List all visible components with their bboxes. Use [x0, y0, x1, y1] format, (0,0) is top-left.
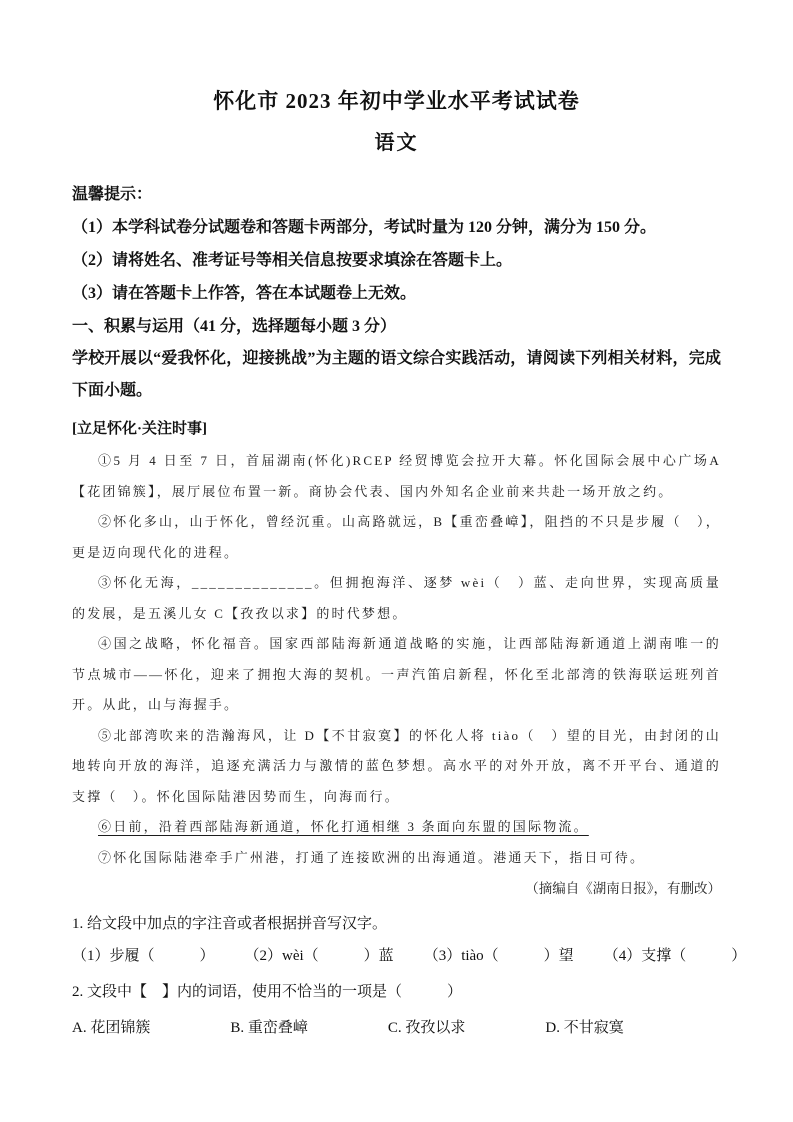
tip-item-1: （1）本学科试卷分试题卷和答题卡两部分，考试时量为 120 分钟，满分为 150 分。 [72, 219, 657, 236]
q2-option-c: C. 孜孜以求 [387, 1020, 466, 1036]
question-1-stem: 1. 给文段中加点的字注音或者根据拼音写汉字。 [72, 916, 388, 932]
material-paragraph-6: ⑥日前，沿着西部陆海新通道，怀化打通相继 3 条面向东盟的国际物流。 [98, 819, 589, 834]
tips-header: 温馨提示： [72, 186, 153, 203]
q1-blank-1: （1）步履（ ） [72, 948, 215, 964]
question-1-blanks-row [72, 940, 747, 972]
q2-option-b: B. 重峦叠嶂 [230, 1020, 308, 1036]
material-paragraph-1: ①5 月 4 日至 7 日，首届湖南(怀化)RCEP 经贸博览会拉开大幕。怀化国际会展中心广场A【花团锦簇】，展厅展位布置一新。商协会代表、国内外知名企业前来共赴一场开放之约。 [72, 453, 721, 499]
intro-text: 学校开展以“爱我怀化，迎接挑战”为主题的语文综合实践活动，请阅读下列相关材料，完成下面小题。 [72, 350, 721, 399]
question-2-stem: 2. 文段中【 】内的词语，使用不恰当的一项是（ ） [72, 984, 463, 1000]
q1-blank-3: （3）tiào（ ）望 [423, 948, 574, 964]
question-2-options-row [72, 1012, 721, 1044]
q2-option-d: D. 不甘寂寞 [545, 1020, 624, 1036]
section-heading: 一、积累与运用（41 分，选择题每小题 3 分） [72, 318, 397, 335]
q2-option-a: A. 花团锦簇 [72, 1020, 151, 1036]
material-paragraph-2: ②怀化多山，山于怀化，曾经沉重。山高路就远，B【重峦叠嶂】，阻挡的不只是步履（ ），更是迈向现代化的进程。 [72, 514, 721, 560]
q1-blank-4: （4）支撑（ ） [603, 948, 747, 964]
tip-item-3: （3）请在答题卡上作答，答在本试题卷上无效。 [72, 285, 417, 302]
doc-subject: 语文 [374, 132, 419, 154]
source-note: （摘编自《湖南日报》，有删改） [525, 881, 721, 896]
tip-item-2: （2）请将姓名、准考证号等相关信息按要求填涂在答题卡上。 [72, 252, 513, 269]
doc-title: 怀化市 2023 年初中学业水平考试试卷 [213, 89, 580, 113]
material-paragraph-3: ③怀化无海，______________。但拥抱海洋、逐梦 wèi（ ）蓝、走向世界，实现高质量的发展，是五溪儿女 C【孜孜以求】的时代梦想。 [72, 575, 721, 621]
material-paragraph-4: ④国之战略，怀化福音。国家西部陆海新通道战略的实施，让西部陆海新通道上湖南唯一的节点城市——怀化，迎来了拥抱大海的契机。一声汽笛启新程，怀化至北部湾的铁海联运班列首开。从此，山与海握手。 [72, 636, 721, 712]
material-paragraph-5: ⑤北部湾吹来的浩瀚海风，让 D【不甘寂寞】的怀化人将 tiào（ ）望的目光，由封闭的山地转向开放的海洋，追逐充满活力与激情的蓝色梦想。高水平的对外开放，离不开平台、通道的支撑（ ）。怀化国际陆港因势而生，向海而行。 [72, 727, 721, 804]
q1-blank-2: （2）wèi（ ）蓝 [244, 948, 394, 964]
material-paragraph-7: ⑦怀化国际陆港牵手广州港，打通了连接欧洲的出海通道。港通天下，指日可待。 [98, 849, 646, 865]
material-tag: [立足怀化·关注时事] [72, 421, 207, 437]
